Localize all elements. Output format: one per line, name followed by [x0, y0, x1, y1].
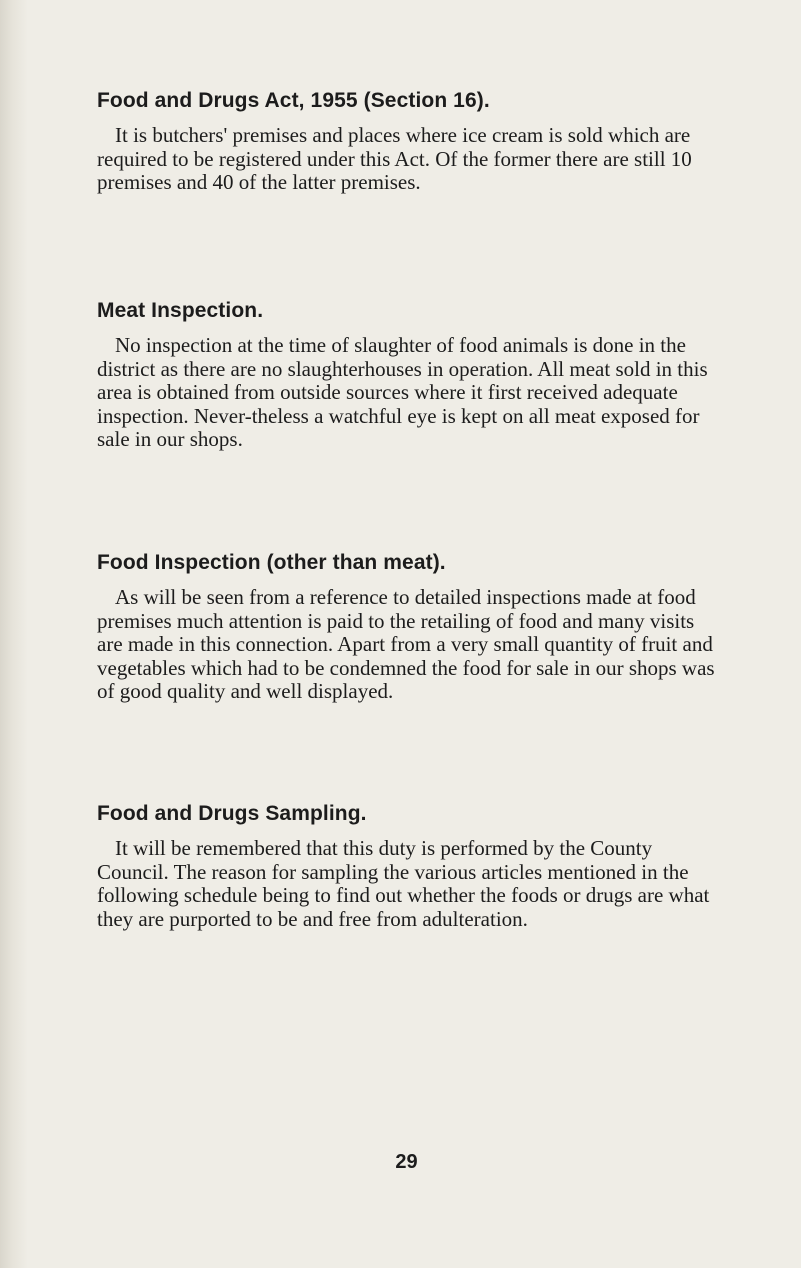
section-food-and-drugs-sampling	[97, 801, 725, 931]
section-food-and-drugs-act	[97, 88, 725, 195]
section-heading: Food and Drugs Sampling.	[97, 802, 367, 825]
section-paragraph: It will be remembered that this duty is performed by the County Council. The reason for sampling the various articles mentioned in the following schedule being to find out whether the foods or drugs are what they are purported to be and free from adulteration.	[97, 836, 710, 931]
section-heading: Meat Inspection.	[97, 299, 264, 322]
section-paragraph: As will be seen from a reference to detailed inspections made at food premises much attention is paid to the retailing of food and many visits are made in this connection. Apart from a very small quantity of fruit and vegetables which had to be condemned the food for sale in our shops was of good quality and well displayed.	[97, 585, 715, 704]
section-heading: Food and Drugs Act, 1955 (Section 16).	[97, 89, 490, 112]
section-paragraph: It is butchers' premises and places where ice cream is sold which are required to be registered under this Act. Of the former there are still 10 premises and 40 of the latter premises.	[97, 123, 692, 195]
section-paragraph: No inspection at the time of slaughter of food animals is done in the district as there are no slaughterhouses in operation. All meat sold in this area is obtained from outside sources where it first received adequate inspection. Never-theless a watchful eye is kept on all meat exposed for sale in our shops.	[97, 333, 708, 452]
section-food-inspection	[97, 550, 725, 704]
section-heading: Food Inspection (other than meat).	[97, 551, 446, 574]
page-number: 29	[395, 1151, 418, 1173]
section-meat-inspection	[97, 298, 725, 452]
page-edge-shadow	[0, 0, 28, 1268]
